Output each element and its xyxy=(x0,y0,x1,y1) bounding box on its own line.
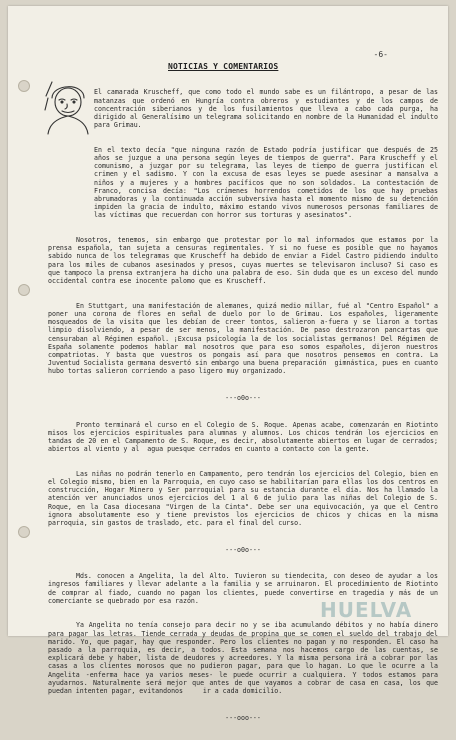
end-separator: ---ooo--- xyxy=(225,713,261,722)
article1-paragraph: En Stuttgart, una manifestación de alemanes, quizá medio millar, fué al "Centro Español" a poner una corona de flores en señal de duelo por lo de Grimau. Los españoles, ligeramente mosqueados de la visita que les debían de creer tontos, salieron a-fuera y se liaron a tortas limpio disolviendo, a pesar de ser menos, la manifestación. De paso destrozaron pancartas que censuraban al Régimen español. ¡Excusa psicología la de los socialistas germanos! Del Régimen de España solamente podemos hablar mal nosotros que para eso somos españoles, dijeron nuestros compatriotas. Y basta que vuestros os pongais así para que nosotros pensemos en contra. La Juventud Socialista germana desvertó sin embargo una buena preparación gimnástica, pues en cuanto hubo tortas salieron corriendo a paso ligero muy organizado. xyxy=(48,301,442,376)
article1-paragraph: En el texto decía "que ninguna razón de Estado podría justificar que después de 25 años se juzgue a una persona según leyes de tiempos de guerra". Para Kruscheff y el comunismo, a juzgar por su telegrama, las leyes de tiempo de guerra justifican el crimen y el sadismo. Y con la excusa de esas leyes se puede asesinar a mansalva a niños y a mujeres y a hombres pacíficos que no son soldados. La contestación de Franco, concisa decía: "Los crímenes horrendos cometidos de los que hay pruebas abrumadoras y la continuada acción subversiva hasta el momento mismo de su detención impiden la gracia de indulto, máximo estando vivos numerosos personas familiares de las víctimas que recuerdan con horror sus torturas y asesinatos". xyxy=(94,145,442,220)
article2-paragraph: Pronto terminará el curso en el Colegio de S. Roque. Apenas acabe, comenzarán en Riotinto misos los ejercicios espirituales para alumnas y alumnos. Los chicos tendrán los ejercicios en tandas de 20 en el Campamento de S. Roque, es decir, absolutamente abiertos en lugar de cerrados; abiertos al viento y al agua puesque cerrados en cuanto a contacto con la gente. xyxy=(48,420,442,454)
article-body xyxy=(48,72,442,740)
article3-paragraph: Mds. conocen a Angelita, la del Alto. Tuvieron su tiendecita, con deseo de ayudar a los ingresos familiares y llevar adelante a la familia y se arruinaron. El procedimiento de Riotinto de comprar al fiado, cuando no pagan los clientes, puede convertirse en tragedia y más de un comerciante se quebrado por esa razón. xyxy=(48,572,442,605)
punch-hole xyxy=(18,526,30,538)
punch-hole xyxy=(18,284,30,296)
article1-paragraph: Nosotros, tenemos, sin embargo que protestar por lo mal informados que estamos por la prensa española, tan sujeta a censuras regimentales. Y si no fuese es posible que no hayamos sabido nunca de los telegramas que Kruscheff ha debido de enviar a Fidel Castro pidiendo indulto para los miles de cubanos asesinados y presos, cuyas muertes se televisaron incluso? Si caso es que tampoco la prensa extranjera ha dicho una palabra de eso. Sin duda que es un exceso del mundo occidental contra ese inocente palomo que es Kruscheff. xyxy=(48,236,442,286)
section-separator: ---o0o--- xyxy=(225,545,261,554)
archive-watermark: HUELVA xyxy=(320,598,413,622)
article3-paragraph: Ya Angelita no tenía consejo para decir no y se iba acumulando débitos y no había dinero para pagar las letras. Tiende cerrada y deudas de propina que se comen el sueldo del trabajo del marido. Yo, que pagar, hay que responder. Pero los clientes no pagan y no responden. El caso ha pasado a la parroquia, es decir, a todos. Esta semana nos hacemos cargo de las cuentas, se explicará debe y haber, lista de deudores y acreedores. Y la misma persona irá a cobrar por las casas a los clientes morosos que no pudieron pagar, para que lo hagan. Lo que le ocurre a la Angelita -enferma hace ya varios meses- le puede ocurrir a cualquiera. Y todos estamos para ayudarnos. Naturalmente será mejor que antes de que vayamos a cobrar de casa en casa, los que puedan intenten pagar, evitandonos ir a cada domicilio. xyxy=(48,621,442,696)
article1-paragraph: El camarada Kruscheff, que como todo el mundo sabe es un filántropo, a pesar de las matanzas que ordenó en Hungría contra obreros y estudiantes y de los campos de concentración siberianos y de los fusilamientos que lleva a cabo cada purga, ha dirigido al Generalísimo un telegrama solicitando en nombre de la Humanidad el indulto para Grimau. xyxy=(94,88,442,130)
punch-hole xyxy=(18,80,30,92)
page-number: -6- xyxy=(373,50,388,59)
section-heading: NOTICIAS Y COMENTARIOS xyxy=(168,62,279,71)
document-page xyxy=(8,6,448,722)
section-separator: ---o0o--- xyxy=(225,393,261,402)
article2-paragraph: Las niñas no podrán tenerlo en Campamento, pero tendrán los ejercicios del Colegio, bien en el Colegio mismo, bien en la Parroquia, en cuyo caso se habilitarían para ellas los dos centros en construcción, Hogar Minero y Ser parroquial para su estancia durante el día. Nos ha llamado la atención ver anunciados unos ejercicios del 1 al 6 de julio para las niñas del Colegio de S. Roque, en la Casa diocesana "Virgen de la Cinta". Debe ser una equivocación, ya que el Centro ignora absolutamente eso y tiene previstos los ejercicios de chicos y chicas en la misma parroquia, sin gastos de traslado, etc. para el final del curso. xyxy=(48,469,442,527)
